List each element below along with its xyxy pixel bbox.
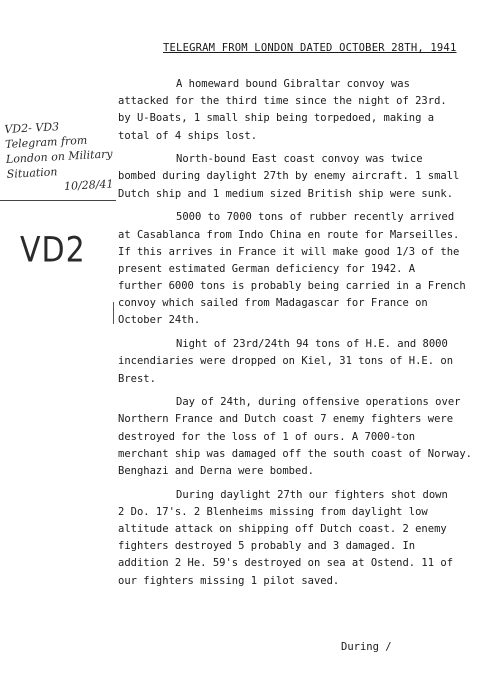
margin-tick-mark: [113, 302, 114, 324]
paragraph-line: October 24th.: [118, 314, 201, 327]
paragraph-line: Brest.: [118, 372, 156, 385]
paragraph-line: attacked for the third time since the night of 23rd.: [118, 95, 447, 108]
paragraph-line: further 6000 tons is probably being carried in a French: [118, 280, 466, 293]
paragraph-line: Dutch ship and 1 medium sized British ship were sunk.: [118, 187, 454, 200]
margin-divider-line: [0, 200, 116, 201]
paragraph-line: Northern France and Dutch coast 7 enemy fighters were: [118, 413, 454, 426]
paragraph-line: incendiaries were dropped on Kiel, 31 tons of H.E. on: [118, 355, 454, 368]
paragraph-line: merchant ship was damaged off the south coast of Norway.: [118, 447, 473, 460]
paragraph-line: addition 2 He. 59's destroyed on sea at Ostend. 11 of: [118, 557, 454, 570]
margin-note-line: VD2- VD3: [4, 120, 60, 136]
paragraph-line: North-bound East coast convoy was twice: [176, 153, 423, 166]
paragraph-line: Night of 23rd/24th 94 tons of H.E. and 8000: [176, 338, 448, 351]
margin-note-line: Situation: [6, 165, 58, 181]
margin-note-line: Telegram from: [4, 133, 88, 151]
paragraph-line: If this arrives in France it will make good 1/3 of the: [118, 245, 460, 258]
continuation-marker: During /: [341, 641, 392, 653]
paragraph-line: total of 4 ships lost.: [118, 129, 258, 142]
paragraph-line: Day of 24th, during offensive operations over: [176, 396, 461, 409]
margin-stamp: VD2: [20, 230, 86, 271]
margin-note-line: London on Military: [5, 147, 113, 166]
paragraph-line: 2 Do. 17's. 2 Blenheims missing from daylight low: [118, 505, 428, 518]
paragraph-line: altitude attack on shipping off Dutch coast. 2 enemy: [118, 523, 447, 535]
paragraph-line: Benghazi and Derna were bombed.: [118, 464, 314, 477]
paragraph-line: by U-Boats, 1 small ship being torpedoed, making a: [118, 112, 435, 125]
document-title: TELEGRAM FROM LONDON DATED OCTOBER 28TH, 1941: [163, 42, 457, 54]
paragraph-line: 5000 to 7000 tons of rubber recently arrived: [176, 211, 455, 224]
paragraph-line: bombed during daylight 27th by enemy aircraft. 1 small: [118, 170, 460, 183]
paragraph-line: at Casablanca from Indo China en route for Marseilles.: [118, 228, 460, 241]
margin-note-date: 10/28/41: [63, 177, 114, 193]
paragraph-line: our fighters missing 1 pilot saved.: [118, 574, 340, 587]
paragraph-line: destroyed for the loss of 1 of ours. A 7000-ton: [118, 430, 416, 443]
paragraph-line: convoy which sailed from Madagascar for France on: [118, 297, 428, 310]
paragraph-line: present estimated German deficiency for 1942. A: [118, 262, 416, 275]
handwritten-margin-note: [4, 116, 120, 197]
paragraph-line: During daylight 27th our fighters shot down: [176, 488, 448, 501]
paragraph-line: fighters destroyed 5 probably and 3 damaged. In: [118, 540, 416, 553]
telegram-body: [118, 76, 490, 590]
paragraph-line: A homeward bound Gibraltar convoy was: [176, 78, 410, 90]
